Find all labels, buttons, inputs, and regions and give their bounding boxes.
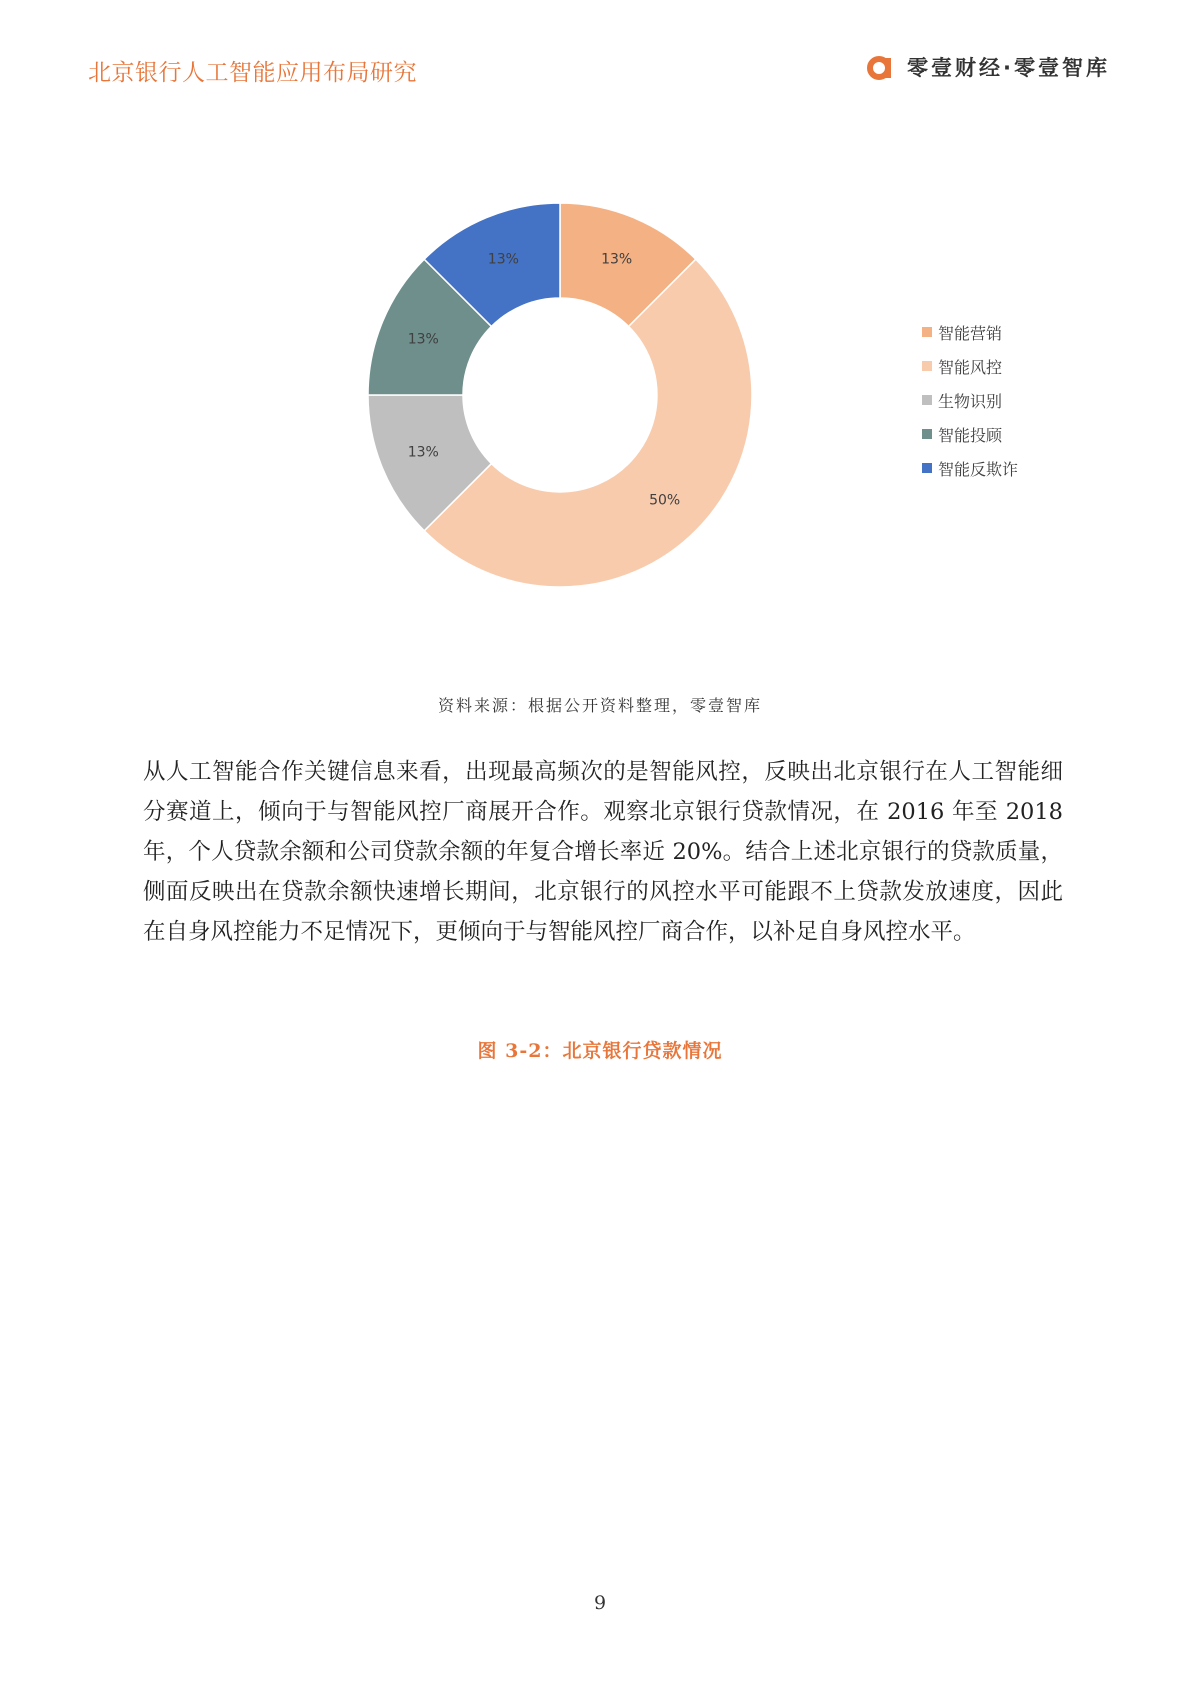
legend-item <box>922 417 1018 451</box>
legend-label: 智能投顾 <box>938 425 1003 445</box>
legend-item <box>922 315 1018 349</box>
legend-label: 智能营销 <box>938 323 1003 343</box>
slice-data-label-2: 50% <box>649 492 681 509</box>
header-title: 北京银行人工智能应用布局研究 <box>88 60 417 86</box>
legend-item <box>922 383 1018 417</box>
legend-swatch <box>922 327 932 337</box>
chart-legend <box>922 315 1018 485</box>
legend-swatch <box>922 429 932 439</box>
legend-label: 智能风控 <box>938 357 1003 377</box>
slice-data-label-5: 13% <box>487 251 519 268</box>
source-note: 资料来源：根据公开资料整理，零壹智库 <box>437 696 762 715</box>
brand-logo-icon <box>865 52 895 82</box>
donut-chart-svg <box>0 180 1200 620</box>
legend-label: 生物识别 <box>938 391 1003 411</box>
body-paragraph: 从人工智能合作关键信息来看，出现最高频次的是智能风控，反映出北京银行在人工智能细分赛道上，倾向于与智能风控厂商展开合作。观察北京银行贷款情况，在 2016 年至 2018 年，个人贷款余额和公司贷款余额的年复合增长率近 20%。结合上述北京银行的贷款质量，侧面反映出在贷款余额快速增长期间，北京银行的风控水平可能跟不上贷款发放速度，因此在自身风控能力不足情况下，更倾向于与智能风控厂商合作，以补足自身风控水平。 <box>143 759 1063 945</box>
brand <box>865 52 1110 82</box>
figure-caption: 图 3-2：北京银行贷款情况 <box>477 1040 723 1062</box>
page-number: 9 <box>593 1592 607 1614</box>
slice-data-label-3: 13% <box>407 444 439 461</box>
legend-label: 智能反欺诈 <box>938 459 1019 479</box>
legend-swatch <box>922 361 932 371</box>
donut-chart <box>0 180 1200 620</box>
slice-data-label-4: 13% <box>407 331 439 348</box>
legend-item <box>922 349 1018 383</box>
legend-swatch <box>922 395 932 405</box>
legend-item <box>922 451 1018 485</box>
slice-data-label-1: 13% <box>601 251 633 268</box>
brand-name: 零壹财经·零壹智库 <box>907 56 1110 80</box>
legend-swatch <box>922 463 932 473</box>
